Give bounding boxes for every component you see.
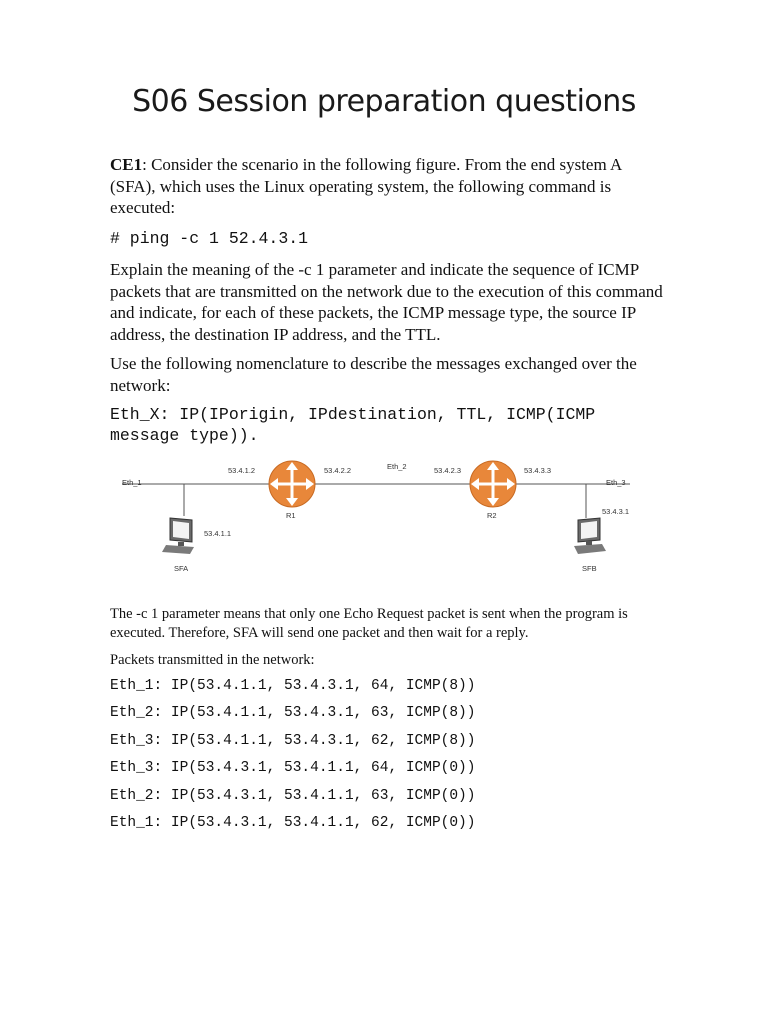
router-r2-label: R2 [487, 511, 497, 520]
router-r1-label: R1 [286, 511, 296, 520]
router-r1-icon [269, 461, 315, 507]
question-intro-text: : Consider the scenario in the following figure. From the end system A (SFA), which uses the Linux operating system, the following command is executed: [110, 155, 622, 217]
nomenclature-line-2: message type)). [110, 426, 259, 445]
sfb-computer-icon [574, 518, 606, 554]
link-label-eth1: Eth_1 [122, 478, 142, 487]
network-diagram [100, 448, 660, 578]
page-title: S06 Session preparation questions [132, 84, 636, 119]
r1-ip-right: 53.4.2.2 [324, 466, 352, 475]
sfa-ip: 53.4.1.1 [204, 529, 232, 538]
sfb-label: SFB [582, 564, 597, 573]
ping-command: # ping -c 1 52.4.3.1 [110, 229, 309, 248]
question-explain: Explain the meaning of the -c 1 parameter and indicate the sequence of ICMP packets that are transmitted on the network due to the execution of this command and indicate, for each of these packets, the ICMP message type, the source IP address, the destination IP address, and the TTL. [110, 260, 663, 344]
link-label-eth3: Eth_3 [606, 478, 626, 487]
question-intro [110, 154, 670, 219]
sfb-ip: 53.4.3.1 [602, 507, 630, 516]
answer-explanation: The -c 1 parameter means that only one Echo Request packet is sent when the program is executed. Therefore, SFA will send one packet and then wait for a reply. [110, 606, 628, 641]
packet-line: Eth_2: IP(53.4.3.1, 53.4.1.1, 63, ICMP(0)) [110, 788, 476, 804]
sfa-computer-icon [162, 518, 194, 554]
nomenclature-line-1: Eth_X: IP(IPorigin, IPdestination, TTL, ICMP(ICMP [110, 405, 596, 424]
question-label: CE1 [110, 155, 143, 174]
packet-line: Eth_3: IP(53.4.1.1, 53.4.3.1, 62, ICMP(8)) [110, 733, 476, 749]
packet-line: Eth_3: IP(53.4.3.1, 53.4.1.1, 64, ICMP(0)) [110, 760, 476, 776]
r2-ip-right: 53.4.3.3 [524, 466, 552, 475]
packet-line: Eth_1: IP(53.4.1.1, 53.4.3.1, 64, ICMP(8)) [110, 678, 476, 694]
packet-line: Eth_2: IP(53.4.1.1, 53.4.3.1, 63, ICMP(8)) [110, 705, 476, 721]
router-r2-icon [470, 461, 516, 507]
packets-heading: Packets transmitted in the network: [110, 652, 315, 668]
sfa-label: SFA [174, 564, 189, 573]
packet-line: Eth_1: IP(53.4.3.1, 53.4.1.1, 62, ICMP(0)) [110, 815, 476, 831]
nomenclature-intro: Use the following nomenclature to describe the messages exchanged over the network: [110, 354, 637, 395]
link-label-eth2: Eth_2 [387, 462, 407, 471]
r2-ip-left: 53.4.2.3 [434, 466, 462, 475]
r1-ip-left: 53.4.1.2 [228, 466, 256, 475]
